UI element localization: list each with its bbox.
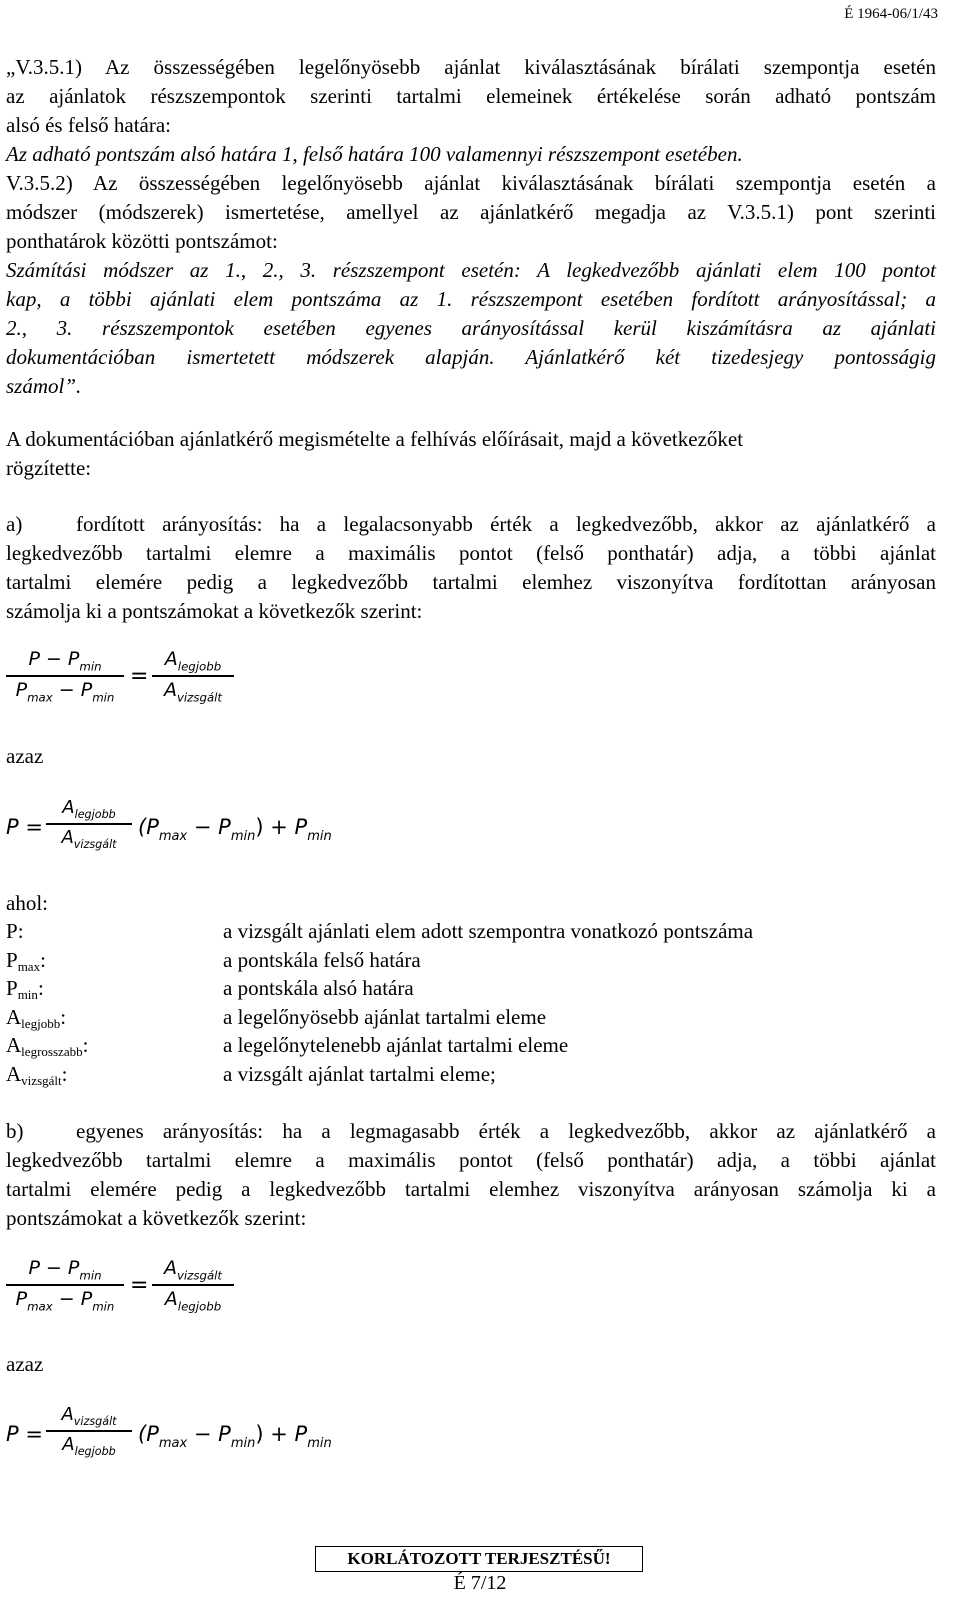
quote-italic-line: 2., 3. részszempontok esetében egyenes arányosítással kerül kiszámításra az ajánlati bbox=[6, 316, 936, 340]
definition-symbol: Avizsgált: bbox=[6, 1062, 68, 1088]
body-line: rögzítette: bbox=[6, 456, 92, 480]
body-line: tartalmi elemére pedig a legkedvezőbb tartalmi elemhez viszonyítva fordítottan arányosan bbox=[6, 570, 936, 594]
definition-text: a vizsgált ajánlati elem adott szempontra vonatkozó pontszáma bbox=[223, 919, 754, 943]
definition-row bbox=[6, 948, 936, 976]
fraction-right: $A_{vizsgált}$ $A_{legjobb}$ bbox=[152, 1257, 234, 1314]
fraction-left: $P - P_{min}$ $P_{max} - P_{min}$ bbox=[6, 1257, 124, 1314]
azaz-label: azaz bbox=[6, 1352, 44, 1376]
definition-row bbox=[6, 1033, 936, 1061]
equals-sign: = bbox=[130, 1273, 149, 1298]
equals-sign: = bbox=[130, 664, 149, 689]
quote-line: „V.3.5.1) Az összességében legelőnyösebb ajánlat kiválasztásának bírálati szempontja esetén bbox=[6, 55, 936, 79]
definition-text: a legelőnytelenebb ajánlat tartalmi eleme bbox=[223, 1033, 569, 1057]
quote-line: V.3.5.2) Az összességében legelőnyösebb ajánlat kiválasztásának bírálati szempontja esetén a bbox=[6, 171, 936, 195]
quote-italic-line: Az adható pontszám alsó határa 1, felső határa 100 valamennyi részszempont esetében. bbox=[6, 142, 743, 166]
quote-line: alsó és felső határa: bbox=[6, 113, 172, 137]
body-line: számolja ki a pontszámokat a következők szerint: bbox=[6, 599, 423, 623]
definitions-heading: ahol: bbox=[6, 891, 48, 915]
quote-line: módszer (módszerek) ismertetése, amellyel az ajánlatkérő megadja az V.3.5.1) pont szerinti bbox=[6, 200, 936, 224]
formula-lhs: P = bbox=[6, 815, 43, 839]
definition-text: a vizsgált ajánlat tartalmi eleme; bbox=[223, 1062, 496, 1086]
definition-row bbox=[6, 1062, 936, 1090]
formula-rhs: $(P_{max} - P_{min}) + P_{min}$ bbox=[138, 815, 332, 844]
definition-text: a legelőnyösebb ajánlat tartalmi eleme bbox=[223, 1005, 547, 1029]
definition-row bbox=[6, 919, 936, 947]
quote-italic-line: dokumentációban ismertetett módszerek alapján. Ajánlatkérő két tizedesjegy pontosságig bbox=[6, 345, 936, 369]
definition-symbol: Alegrosszabb: bbox=[6, 1033, 89, 1059]
definition-row bbox=[6, 976, 936, 1004]
document-reference: É 1964-06/1/43 bbox=[844, 6, 938, 22]
list-marker-b: b) bbox=[6, 1119, 24, 1143]
fraction: $A_{vizsgált}$ $A_{legjobb}$ bbox=[46, 1404, 132, 1458]
body-line: tartalmi elemére pedig a legkedvezőbb tartalmi elemhez viszonyítva arányosan számolja ki a bbox=[6, 1177, 936, 1201]
body-line: legkedvezőbb tartalmi elemre a maximális pontot (felső ponthatár) adja, a többi ajánlat bbox=[6, 1148, 936, 1172]
definition-text: a pontskála alsó határa bbox=[223, 976, 414, 1000]
quote-italic-line: kap, a többi ajánlati elem pontszáma az 1. részszempont esetében fordított arányosítással; a bbox=[6, 287, 936, 311]
quote-italic-line: Számítási módszer az 1., 2., 3. részszempont esetén: A legkedvezőbb ajánlati elem 100 pontot bbox=[6, 258, 936, 282]
formula-rhs: $(P_{max} - P_{min}) + P_{min}$ bbox=[138, 1422, 332, 1451]
restriction-notice: KORLÁTOZOTT TERJESZTÉSŰ! bbox=[315, 1546, 643, 1572]
definition-symbol: Alegjobb: bbox=[6, 1005, 67, 1031]
page-number: É 7/12 bbox=[453, 1572, 507, 1594]
formula-lhs: P = bbox=[6, 1422, 43, 1446]
list-marker-a: a) bbox=[6, 512, 23, 536]
body-line: A dokumentációban ajánlatkérő megismételte a felhívás előírásait, majd a következőket bbox=[6, 427, 744, 451]
body-line: legkedvezőbb tartalmi elemre a maximális pontot (felső ponthatár) adja, a többi ajánlat bbox=[6, 541, 936, 565]
fraction-right: $A_{legjobb}$ $A_{vizsgált}$ bbox=[152, 648, 234, 705]
fraction: $A_{legjobb}$ $A_{vizsgált}$ bbox=[46, 797, 132, 851]
quote-line: ponthatárok közötti pontszámot: bbox=[6, 229, 278, 253]
definition-row bbox=[6, 1005, 936, 1033]
fraction-left: $P - P_{min}$ $P_{max} - P_{min}$ bbox=[6, 648, 124, 705]
quote-italic-line: számol”. bbox=[6, 374, 82, 398]
section-b-first-line: egyenes arányosítás: ha a legmagasabb érték a legkedvezőbb, akkor az ajánlatkérő a bbox=[76, 1119, 936, 1143]
definition-symbol: Pmax: bbox=[6, 948, 46, 974]
section-a-first-line: fordított arányosítás: ha a legalacsonyabb érték a legkedvezőbb, akkor az ajánlatkérő a bbox=[76, 512, 936, 536]
quote-line: az ajánlatok részszempontok szerinti tartalmi elemeinek értékelése során adható pontszám bbox=[6, 84, 936, 108]
definition-text: a pontskála felső határa bbox=[223, 948, 421, 972]
definition-symbol: Pmin: bbox=[6, 976, 44, 1002]
definition-symbol: P: bbox=[6, 919, 24, 943]
body-line: pontszámokat a következők szerint: bbox=[6, 1206, 307, 1230]
azaz-label: azaz bbox=[6, 744, 44, 768]
